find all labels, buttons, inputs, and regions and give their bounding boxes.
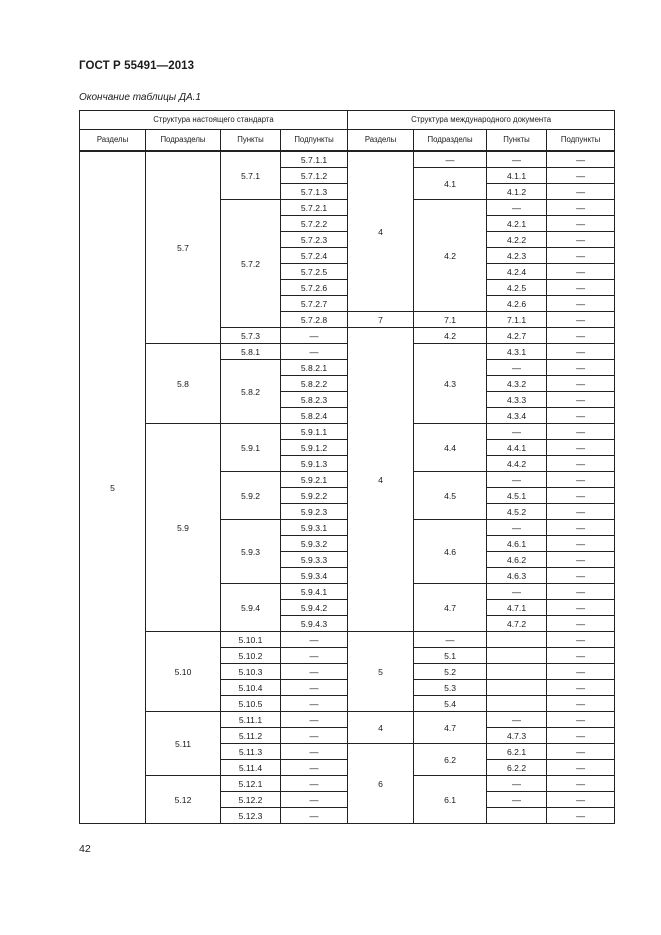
table-cell: — xyxy=(547,151,615,168)
table-cell: — xyxy=(547,200,615,216)
table-cell xyxy=(487,664,547,680)
table-cell: — xyxy=(547,264,615,280)
table-cell: 6.2 xyxy=(414,744,487,776)
table-cell xyxy=(487,632,547,648)
table-cell: — xyxy=(547,216,615,232)
table-cell: — xyxy=(547,776,615,792)
correspondence-table xyxy=(79,110,615,824)
table-cell: 4.2 xyxy=(414,200,487,312)
table-cell: 4.6.2 xyxy=(487,552,547,568)
table-cell: — xyxy=(547,376,615,392)
column-header: Подразделы xyxy=(414,130,487,152)
table-cell: — xyxy=(281,792,348,808)
column-header: Пункты xyxy=(487,130,547,152)
table-cell: 5.2 xyxy=(414,664,487,680)
table-cell: — xyxy=(547,616,615,632)
table-cell: 5.9.4 xyxy=(221,584,281,632)
table-cell: 4.6.3 xyxy=(487,568,547,584)
table-cell: — xyxy=(547,520,615,536)
column-header: Разделы xyxy=(80,130,146,152)
table-cell: — xyxy=(547,632,615,648)
table-cell: 5.7.3 xyxy=(221,328,281,344)
table-cell: 7.1 xyxy=(414,312,487,328)
table-cell: 4.1 xyxy=(414,168,487,200)
table-cell: 5.12.3 xyxy=(221,808,281,824)
table-cell: 5.11.4 xyxy=(221,760,281,776)
table-cell xyxy=(487,648,547,664)
table-cell: 5.7 xyxy=(146,151,221,344)
table-cell: 5.8.2.4 xyxy=(281,408,348,424)
table-cell: 4.7.1 xyxy=(487,600,547,616)
table-cell: 5.7.2.2 xyxy=(281,216,348,232)
table-cell: 5 xyxy=(348,632,414,712)
group-header-this-standard: Структура настоящего стандарта xyxy=(80,111,348,130)
table-cell: 5.9.2 xyxy=(221,472,281,520)
table-cell: 5.11 xyxy=(146,712,221,776)
table-cell: 5.9.3.2 xyxy=(281,536,348,552)
table-cell: — xyxy=(547,360,615,376)
table-cell: — xyxy=(547,552,615,568)
table-cell: 4 xyxy=(348,151,414,312)
table-cell: — xyxy=(547,728,615,744)
table-cell: 5.9.3.1 xyxy=(281,520,348,536)
table-cell: 5.9.2.1 xyxy=(281,472,348,488)
table-cell: 4.5.1 xyxy=(487,488,547,504)
table-cell: 5.9.4.2 xyxy=(281,600,348,616)
table-cell: — xyxy=(487,360,547,376)
table-cell: 5.7.1.3 xyxy=(281,184,348,200)
table-cell: — xyxy=(487,151,547,168)
table-cell: — xyxy=(547,568,615,584)
table-cell: — xyxy=(281,760,348,776)
table-cell: 5.7.2.1 xyxy=(281,200,348,216)
table-cell: 5.9.1 xyxy=(221,424,281,472)
table-cell: — xyxy=(547,536,615,552)
table-cell: — xyxy=(547,664,615,680)
table-cell: 5.11.3 xyxy=(221,744,281,760)
table-cell: — xyxy=(547,696,615,712)
table-cell: 5.7.1.1 xyxy=(281,151,348,168)
table-cell: — xyxy=(281,648,348,664)
table-cell: 5.7.2.7 xyxy=(281,296,348,312)
table-cell: 5.9 xyxy=(146,424,221,632)
table-cell: — xyxy=(547,680,615,696)
group-header-international-document: Структура международного документа xyxy=(348,111,615,130)
table-cell: — xyxy=(281,680,348,696)
table-cell: 4.7.2 xyxy=(487,616,547,632)
table-row xyxy=(80,424,615,440)
table-cell: — xyxy=(547,168,615,184)
table-cell: — xyxy=(414,151,487,168)
table-cell: — xyxy=(547,712,615,728)
table-cell: 4.1.1 xyxy=(487,168,547,184)
table-cell: 5.8 xyxy=(146,344,221,424)
table-cell: — xyxy=(281,328,348,344)
table-cell: 4.4 xyxy=(414,424,487,472)
table-cell: 5.12.1 xyxy=(221,776,281,792)
table-cell: 4.4.2 xyxy=(487,456,547,472)
table-cell: 4.3.4 xyxy=(487,408,547,424)
table-cell: — xyxy=(547,184,615,200)
table-cell: 5.3 xyxy=(414,680,487,696)
table-cell: 4.6 xyxy=(414,520,487,584)
table-cell: — xyxy=(547,440,615,456)
table-cell: 5.9.3.4 xyxy=(281,568,348,584)
table-cell: 5 xyxy=(80,151,146,824)
table-cell: 4.3.2 xyxy=(487,376,547,392)
table-cell: 4.7.3 xyxy=(487,728,547,744)
table-cell: 5.9.3 xyxy=(221,520,281,584)
table-cell: 5.10.4 xyxy=(221,680,281,696)
table-row xyxy=(80,151,615,168)
column-header: Разделы xyxy=(348,130,414,152)
table-cell: 4.3.1 xyxy=(487,344,547,360)
table-cell: 7.1.1 xyxy=(487,312,547,328)
table-cell: — xyxy=(487,424,547,440)
table-cell: 5.7.2.6 xyxy=(281,280,348,296)
table-cell: 5.1 xyxy=(414,648,487,664)
table-cell: — xyxy=(487,584,547,600)
table-cell xyxy=(487,696,547,712)
table-cell: 5.8.2.2 xyxy=(281,376,348,392)
table-cell: 5.12.2 xyxy=(221,792,281,808)
table-cell: 5.9.1.2 xyxy=(281,440,348,456)
table-cell: — xyxy=(487,776,547,792)
table-cell: 4.1.2 xyxy=(487,184,547,200)
table-cell: 4.3 xyxy=(414,344,487,424)
table-cell: 7 xyxy=(348,312,414,328)
table-cell: — xyxy=(281,808,348,824)
table-cell: 5.10.1 xyxy=(221,632,281,648)
table-cell: — xyxy=(547,760,615,776)
table-cell: — xyxy=(281,712,348,728)
table-cell: — xyxy=(281,344,348,360)
table-cell: 5.11.2 xyxy=(221,728,281,744)
table-cell: — xyxy=(547,344,615,360)
table-row xyxy=(80,776,615,792)
table-cell xyxy=(487,808,547,824)
table-row xyxy=(80,632,615,648)
column-header: Пункты xyxy=(221,130,281,152)
table-cell: 4.2.7 xyxy=(487,328,547,344)
table-cell: — xyxy=(281,776,348,792)
table-cell: 5.8.2 xyxy=(221,360,281,424)
table-cell: — xyxy=(547,808,615,824)
table-cell: 5.10 xyxy=(146,632,221,712)
table-cell: 4.2 xyxy=(414,328,487,344)
table-cell: 5.4 xyxy=(414,696,487,712)
table-cell: 4.2.6 xyxy=(487,296,547,312)
table-cell: 4.2.3 xyxy=(487,248,547,264)
table-cell: 4.2.2 xyxy=(487,232,547,248)
table-cell: 5.7.2.5 xyxy=(281,264,348,280)
table-cell: — xyxy=(547,792,615,808)
table-cell: — xyxy=(487,200,547,216)
table-cell: — xyxy=(547,328,615,344)
table-cell: — xyxy=(547,408,615,424)
table-cell: 5.11.1 xyxy=(221,712,281,728)
table-cell: 5.12 xyxy=(146,776,221,824)
document-code: ГОСТ Р 55491—2013 xyxy=(79,60,195,72)
table-cell: 4.7 xyxy=(414,712,487,744)
table-cell: — xyxy=(547,424,615,440)
table-cell: 5.9.2.3 xyxy=(281,504,348,520)
table-cell: 6 xyxy=(348,744,414,824)
table-cell: 4.2.1 xyxy=(487,216,547,232)
table-cell: 5.9.3.3 xyxy=(281,552,348,568)
table-cell: 6.2.2 xyxy=(487,760,547,776)
table-cell: — xyxy=(487,712,547,728)
table-cell: 5.10.3 xyxy=(221,664,281,680)
table-cell: 6.2.1 xyxy=(487,744,547,760)
table-cell: 4.2.5 xyxy=(487,280,547,296)
table-cell: 4 xyxy=(348,328,414,632)
table-cell: 5.8.2.3 xyxy=(281,392,348,408)
table-cell: 5.7.2.4 xyxy=(281,248,348,264)
table-caption: Окончание таблицы ДА.1 xyxy=(79,92,201,103)
table-cell: 5.7.2 xyxy=(221,200,281,328)
table-cell: 5.10.5 xyxy=(221,696,281,712)
column-header: Подпункты xyxy=(547,130,615,152)
table-cell: — xyxy=(487,792,547,808)
table-cell: — xyxy=(547,248,615,264)
table-cell: 5.7.1.2 xyxy=(281,168,348,184)
table-cell: — xyxy=(487,472,547,488)
table-cell: 5.8.2.1 xyxy=(281,360,348,376)
table-cell: 4.7 xyxy=(414,584,487,632)
table-cell: — xyxy=(281,728,348,744)
table-cell: — xyxy=(547,232,615,248)
table-cell xyxy=(487,680,547,696)
table-cell: 5.7.2.3 xyxy=(281,232,348,248)
table-cell: 4.2.4 xyxy=(487,264,547,280)
table-cell: 4 xyxy=(348,712,414,744)
table-cell: 5.9.4.1 xyxy=(281,584,348,600)
table-cell: 4.6.1 xyxy=(487,536,547,552)
table-cell: 5.9.2.2 xyxy=(281,488,348,504)
table-cell: — xyxy=(547,648,615,664)
column-header: Подразделы xyxy=(146,130,221,152)
table-body xyxy=(80,151,615,824)
table-cell: 5.8.1 xyxy=(221,344,281,360)
table-cell: — xyxy=(547,456,615,472)
table-cell: — xyxy=(547,488,615,504)
column-header: Подпункты xyxy=(281,130,348,152)
table-cell: 4.3.3 xyxy=(487,392,547,408)
table-cell: — xyxy=(547,296,615,312)
table-cell: 4.4.1 xyxy=(487,440,547,456)
table-cell: — xyxy=(414,632,487,648)
table-cell: — xyxy=(547,280,615,296)
table-cell: — xyxy=(547,504,615,520)
table-cell: 5.7.2.8 xyxy=(281,312,348,328)
table-cell: — xyxy=(547,312,615,328)
table-cell: — xyxy=(487,520,547,536)
table-row xyxy=(80,712,615,728)
table-cell: — xyxy=(281,664,348,680)
table-cell: 5.7.1 xyxy=(221,151,281,200)
table-cell: — xyxy=(281,744,348,760)
table-cell: 4.5.2 xyxy=(487,504,547,520)
table-cell: — xyxy=(547,600,615,616)
table-row xyxy=(80,344,615,360)
table-cell: — xyxy=(281,696,348,712)
table-cell: 5.9.1.3 xyxy=(281,456,348,472)
table-cell: 5.10.2 xyxy=(221,648,281,664)
table-cell: 5.9.4.3 xyxy=(281,616,348,632)
table-cell: — xyxy=(547,744,615,760)
table-cell: 5.9.1.1 xyxy=(281,424,348,440)
table-cell: — xyxy=(547,392,615,408)
table-cell: — xyxy=(281,632,348,648)
table-cell: 4.5 xyxy=(414,472,487,520)
table-cell: 6.1 xyxy=(414,776,487,824)
page-number: 42 xyxy=(79,843,91,855)
table-cell: — xyxy=(547,472,615,488)
table-cell: — xyxy=(547,584,615,600)
